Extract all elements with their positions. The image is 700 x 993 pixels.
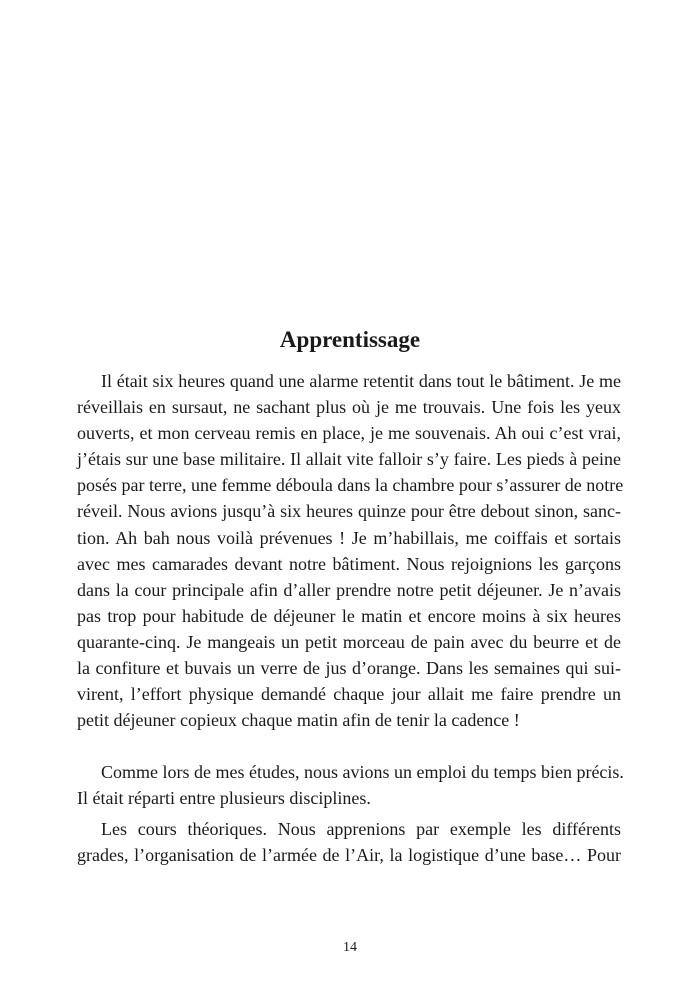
text-line: virent, l’effort physique demandé chaque jour allait me faire prendre un xyxy=(77,684,621,705)
text-line: posés par terre, une femme déboula dans la chambre pour s’assurer de notre xyxy=(77,475,624,496)
paragraph-gap xyxy=(77,733,621,759)
body-text xyxy=(77,368,624,868)
text-line: dans la cour principale afin d’aller prendre notre petit déjeuner. Je n’avais xyxy=(77,579,621,600)
page-number: 14 xyxy=(343,940,357,955)
text-line: pas trop pour habitude de déjeuner le matin et encore moins à six heures xyxy=(77,605,621,626)
text-line: Comme lors de mes études, nous avions un emploi du temps bien précis. xyxy=(101,762,624,783)
chapter-title: Apprentissage xyxy=(279,327,421,352)
text-line: petit déjeuner copieux chaque matin afin de tenir la cadence ! xyxy=(77,710,520,731)
paragraph-2 xyxy=(77,759,624,811)
text-line: avec mes camarades devant notre bâtiment. Nous rejoignions les garçons xyxy=(77,553,621,574)
text-line: Les cours théoriques. Nous apprenions par exemple les différents xyxy=(101,818,621,839)
text-line: j’étais sur une base militaire. Il allait vite falloir s’y faire. Les pieds à peine xyxy=(77,449,621,470)
text-line: Il était six heures quand une alarme retentit dans tout le bâtiment. Je me xyxy=(101,371,621,391)
text-line: Il était réparti entre plusieurs disciplines. xyxy=(77,788,371,809)
text-line: réveil. Nous avions jusqu’à six heures quinze pour être debout sinon, sanc- xyxy=(77,501,621,522)
paragraph-3 xyxy=(77,816,621,868)
paragraph-1 xyxy=(77,368,624,733)
text-line: la confiture et buvais un verre de jus d’orange. Dans les semaines qui sui- xyxy=(77,658,621,679)
text-line: réveillais en sursaut, ne sachant plus où je me trouvais. Une fois les yeux xyxy=(77,397,621,418)
text-line: tion. Ah bah nous voilà prévenues ! Je m’habillais, me coiffais et sortais xyxy=(77,527,621,548)
text-line: grades, l’organisation de l’armée de l’Air, la logistique d’une base… Pour xyxy=(77,844,621,865)
text-line: ouverts, et mon cerveau remis en place, je me souvenais. Ah oui c’est vrai, xyxy=(77,423,621,444)
text-line: quarante-cinq. Je mangeais un petit morceau de pain avec du beurre et de xyxy=(77,631,621,652)
